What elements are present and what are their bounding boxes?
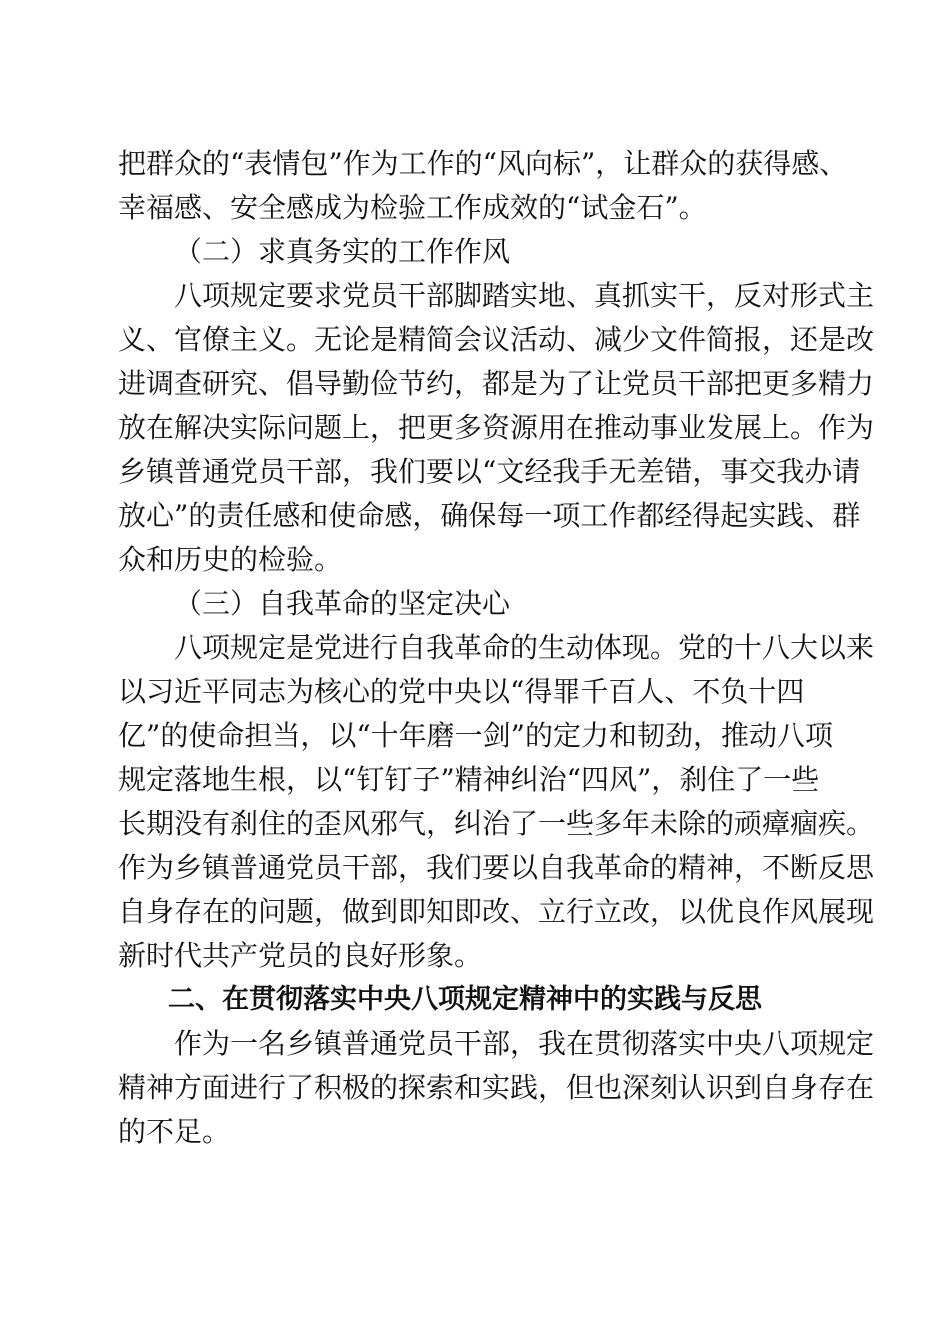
text-line: 精神方面进行了积极的探索和实践，但也深刻认识到自身存在: [118, 1071, 875, 1104]
text-line: 自身存在的问题，做到即知即改、立行立改，以优良作风展现: [118, 895, 875, 928]
text-line: 义、官僚主义。无论是精简会议活动、减少文件简报，还是改: [118, 323, 875, 356]
text-line: 八项规定要求党员干部脚踏实地、真抓实干，反对形式主: [174, 279, 875, 312]
text-line: 众和历史的检验。: [118, 543, 343, 576]
text-line: 幸福感、安全感成为检验工作成效的“试金石”。: [118, 191, 707, 224]
text-line: 乡镇普通党员干部，我们要以“文经我手无差错，事交我办请: [118, 455, 861, 488]
text-line: 新时代共产党员的良好形象。: [118, 939, 483, 972]
text-line: 放心”的责任感和使命感，确保每一项工作都经得起实践、群: [118, 499, 861, 532]
subheading-2: （二）求真务实的工作作风: [174, 235, 511, 268]
text-line: 亿”的使命担当，以“十年磨一剑”的定力和韧劲，推动八项: [118, 719, 833, 752]
text-line: 放在解决实际问题上，把更多资源用在推动事业发展上。作为: [118, 411, 875, 444]
text-line: 八项规定是党进行自我革命的生动体现。党的十八大以来: [174, 631, 875, 664]
section-heading: 二、在贯彻落实中央八项规定精神中的实践与反思: [168, 984, 762, 1015]
text-line: 长期没有刹住的歪风邪气，纠治了一些多年未除的顽瘴痼疾。: [118, 807, 875, 840]
subheading-3: （三）自我革命的坚定决心: [174, 587, 511, 620]
text-line: 以习近平同志为核心的党中央以“得罪千百人、不负十四: [118, 675, 805, 708]
text-line: 作为乡镇普通党员干部，我们要以自我革命的精神，不断反思: [118, 851, 875, 884]
text-line: 把群众的“表情包”作为工作的“风向标”，让群众的获得感、: [118, 147, 848, 180]
text-line: 进调查研究、倡导勤俭节约，都是为了让党员干部把更多精力: [118, 367, 875, 400]
text-line: 作为一名乡镇普通党员干部，我在贯彻落实中央八项规定: [174, 1027, 875, 1060]
text-line: 规定落地生根，以“钉钉子”精神纠治“四风”，刹住了一些: [118, 763, 820, 796]
text-line: 的不足。: [118, 1115, 231, 1148]
